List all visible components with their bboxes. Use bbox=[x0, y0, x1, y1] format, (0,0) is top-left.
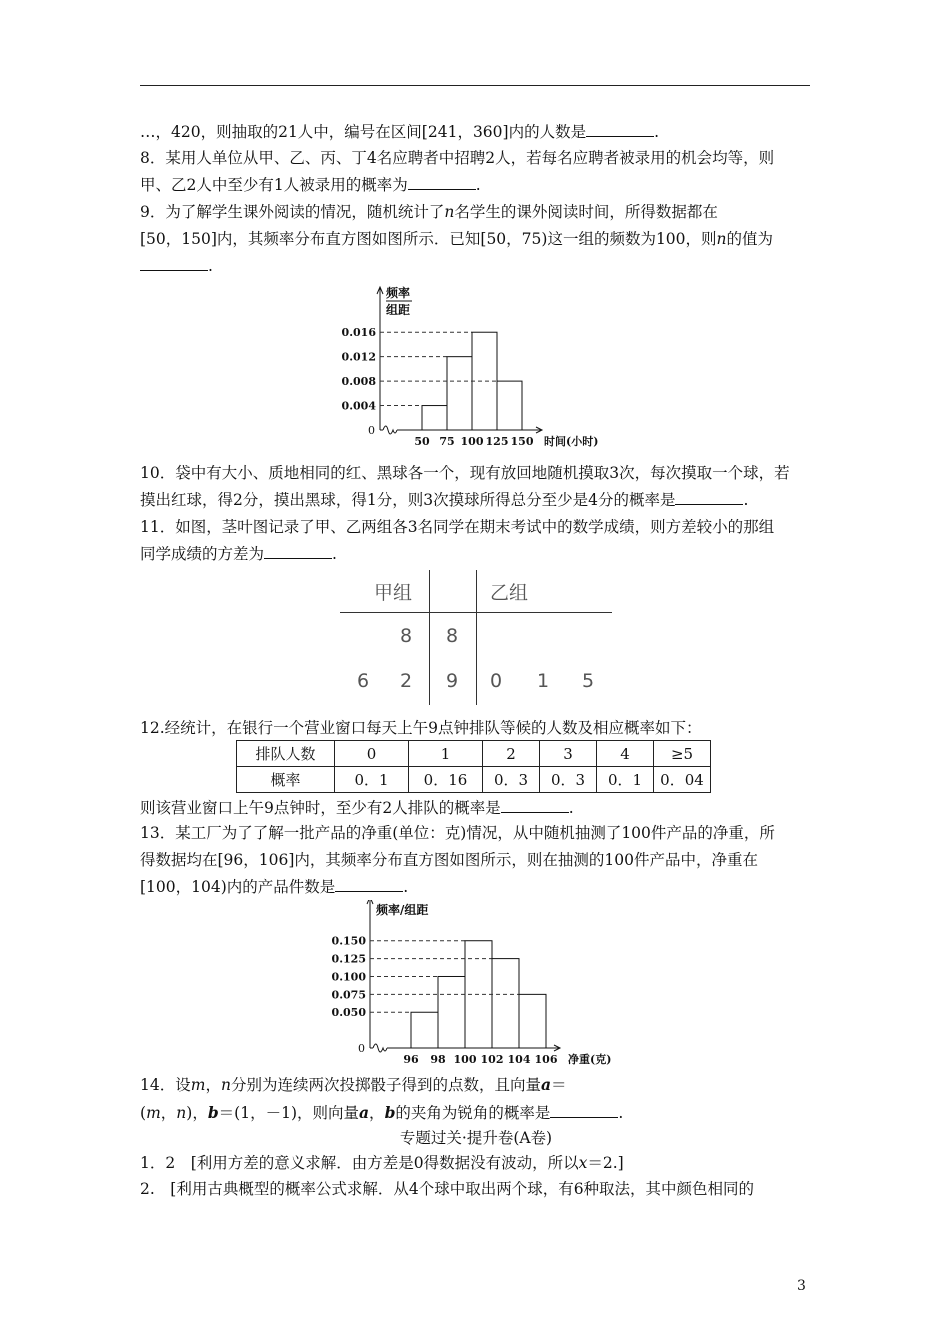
table-cell: 4 bbox=[597, 741, 654, 767]
y-tick-label: 0.075 bbox=[331, 988, 366, 1002]
x-tick-label: 100 bbox=[453, 1053, 477, 1066]
histogram-bar bbox=[411, 1012, 438, 1048]
q14-text: 14．设m，n分别为连续两次投掷骰子得到的点数，且向量a＝ (m，n)，b＝(1，－1)，则向量a，b的夹角为锐角的概率是 . bbox=[140, 1075, 624, 1122]
table-cell: 0．3 bbox=[540, 767, 597, 793]
x-axis-label: 时间(小时) bbox=[544, 435, 599, 448]
q8-text: 8．某用人单位从甲、乙、丙、丁4名应聘者中招聘2人，若每名应聘者被录用的机会均等，则 甲、乙2人中至少有1人被录用的概率为 . bbox=[140, 149, 775, 194]
table-cell: 0．3 bbox=[483, 767, 540, 793]
header-rule bbox=[140, 85, 810, 86]
histogram-net-weight bbox=[320, 900, 630, 1070]
y-tick-label: 0.125 bbox=[331, 952, 366, 966]
table-cell: 排队人数 bbox=[237, 741, 335, 767]
histogram-bar bbox=[519, 994, 546, 1048]
table-row bbox=[237, 767, 711, 793]
leaf-right: 5 bbox=[582, 670, 595, 692]
histogram-reading-time bbox=[330, 282, 620, 452]
stem-value: 8 bbox=[446, 625, 459, 647]
table-cell: 0．1 bbox=[597, 767, 654, 793]
x-tick-label: 96 bbox=[403, 1053, 419, 1066]
histogram-bar bbox=[438, 976, 465, 1048]
origin-label: 0 bbox=[358, 1042, 365, 1055]
answer-1: 1．2 [利用方差的意义求解．由方差是0得数据没有波动，所以x＝2.] bbox=[140, 1154, 624, 1172]
answer-blank bbox=[140, 256, 208, 271]
y-axis-label-top: 频率 bbox=[386, 286, 411, 300]
histogram-bar bbox=[422, 406, 447, 430]
x-tick-label: 100 bbox=[460, 435, 484, 448]
table-cell: ≥5 bbox=[654, 741, 711, 767]
answer-blank bbox=[675, 490, 743, 505]
table-cell: 0．1 bbox=[335, 767, 409, 793]
leaf-left: 6 bbox=[357, 670, 370, 692]
axis-break bbox=[373, 1044, 387, 1052]
page-number: 3 bbox=[797, 1278, 806, 1294]
x-tick-label: 125 bbox=[485, 435, 509, 448]
left-group-header: 甲组 bbox=[374, 582, 413, 604]
answer-blank bbox=[264, 544, 332, 559]
origin-label: 0 bbox=[368, 424, 375, 437]
leaf-right: 1 bbox=[537, 670, 550, 692]
q12-text: 12.经统计，在银行一个营业窗口每天上午9点钟排队等候的人数及相应概率如下： bbox=[140, 719, 702, 737]
q10-text: 10．袋中有大小、质地相同的红、黑球各一个，现有放回地随机摸取3次，每次摸取一个球，若 摸出红球，得2分，摸出黑球，得1分，则3次摸球所得总分至少是4分的概率是 . bbox=[140, 464, 790, 509]
q13-text: 13．某工厂为了了解一批产品的净重(单位：克)情况，从中随机抽测了100件产品的净重，所 得数据均在[96，106]内，其频率分布直方图如图所示，则在抽测的100件产品中，净重在 [100，104)内的产品件数是 . bbox=[140, 824, 775, 896]
x-tick-label: 106 bbox=[534, 1053, 558, 1066]
y-axis-label: 频率/组距 bbox=[376, 903, 429, 917]
right-group-header: 乙组 bbox=[490, 582, 529, 604]
table-header-row bbox=[237, 741, 711, 767]
section-title: 专题过关·提升卷(A卷) bbox=[399, 1129, 553, 1147]
x-tick-label: 50 bbox=[414, 435, 430, 448]
table-cell: 0．16 bbox=[409, 767, 483, 793]
x-tick-label: 75 bbox=[439, 435, 455, 448]
y-axis-label-bottom: 组距 bbox=[386, 303, 411, 317]
x-tick-label: 98 bbox=[430, 1053, 446, 1066]
q12-question: 则该营业窗口上午9点钟时，至少有2人排队的概率是 . bbox=[140, 799, 574, 817]
queue-probability-table bbox=[236, 740, 711, 793]
stem-divider-right bbox=[476, 570, 477, 705]
y-tick-label: 0.050 bbox=[331, 1006, 366, 1020]
q11-text: 11．如图，茎叶图记录了甲、乙两组各3名同学在期末考试中的数学成绩，则方差较小的那组 同学成绩的方差为 . bbox=[140, 518, 775, 563]
y-tick-label: 0.100 bbox=[331, 970, 366, 984]
answer-blank bbox=[501, 798, 569, 813]
y-tick-label: 0.008 bbox=[341, 375, 376, 389]
histogram-bar bbox=[447, 357, 472, 430]
stem-leaf-plot bbox=[340, 570, 612, 705]
leaf-right: 0 bbox=[490, 670, 503, 692]
leaf-left: 8 bbox=[400, 625, 413, 647]
leaf-left: 2 bbox=[400, 670, 413, 692]
answer-blank bbox=[586, 122, 654, 137]
histogram-bar bbox=[492, 959, 519, 1048]
y-tick-label: 0.012 bbox=[341, 350, 376, 364]
answer-2: 2. [利用古典概型的概率公式求解．从4个球中取出两个球，有6种取法，其中颜色相同的 bbox=[140, 1180, 755, 1198]
x-tick-label: 104 bbox=[507, 1053, 531, 1066]
x-tick-label: 102 bbox=[480, 1053, 504, 1066]
y-tick-label: 0.150 bbox=[331, 934, 366, 948]
table-cell: 2 bbox=[483, 741, 540, 767]
table-cell: 1 bbox=[409, 741, 483, 767]
answer-blank bbox=[550, 1103, 618, 1118]
stem-divider-left bbox=[429, 570, 430, 705]
q7-continuation: …，420，则抽取的21人中，编号在区间[241，360]内的人数是 . bbox=[140, 123, 660, 141]
table-cell: 概率 bbox=[237, 767, 335, 793]
table-cell: 0 bbox=[335, 741, 409, 767]
axis-break bbox=[383, 426, 397, 434]
x-axis-label: 净重(克) bbox=[568, 1053, 612, 1066]
answer-blank bbox=[408, 175, 476, 190]
y-tick-label: 0.004 bbox=[341, 399, 376, 413]
table-cell: 3 bbox=[540, 741, 597, 767]
answer-blank bbox=[335, 877, 403, 892]
histogram-bar bbox=[497, 381, 522, 430]
stem-value: 9 bbox=[446, 670, 459, 692]
q9-text: 9．为了解学生课外阅读的情况，随机统计了n名学生的课外阅读时间，所得数据都在 [50，150]内，其频率分布直方图如图所示．已知[50，75)这一组的频数为100，则n的值为 . bbox=[140, 203, 774, 275]
y-tick-label: 0.016 bbox=[341, 326, 376, 340]
x-tick-label: 150 bbox=[510, 435, 534, 448]
table-cell: 0．04 bbox=[654, 767, 711, 793]
